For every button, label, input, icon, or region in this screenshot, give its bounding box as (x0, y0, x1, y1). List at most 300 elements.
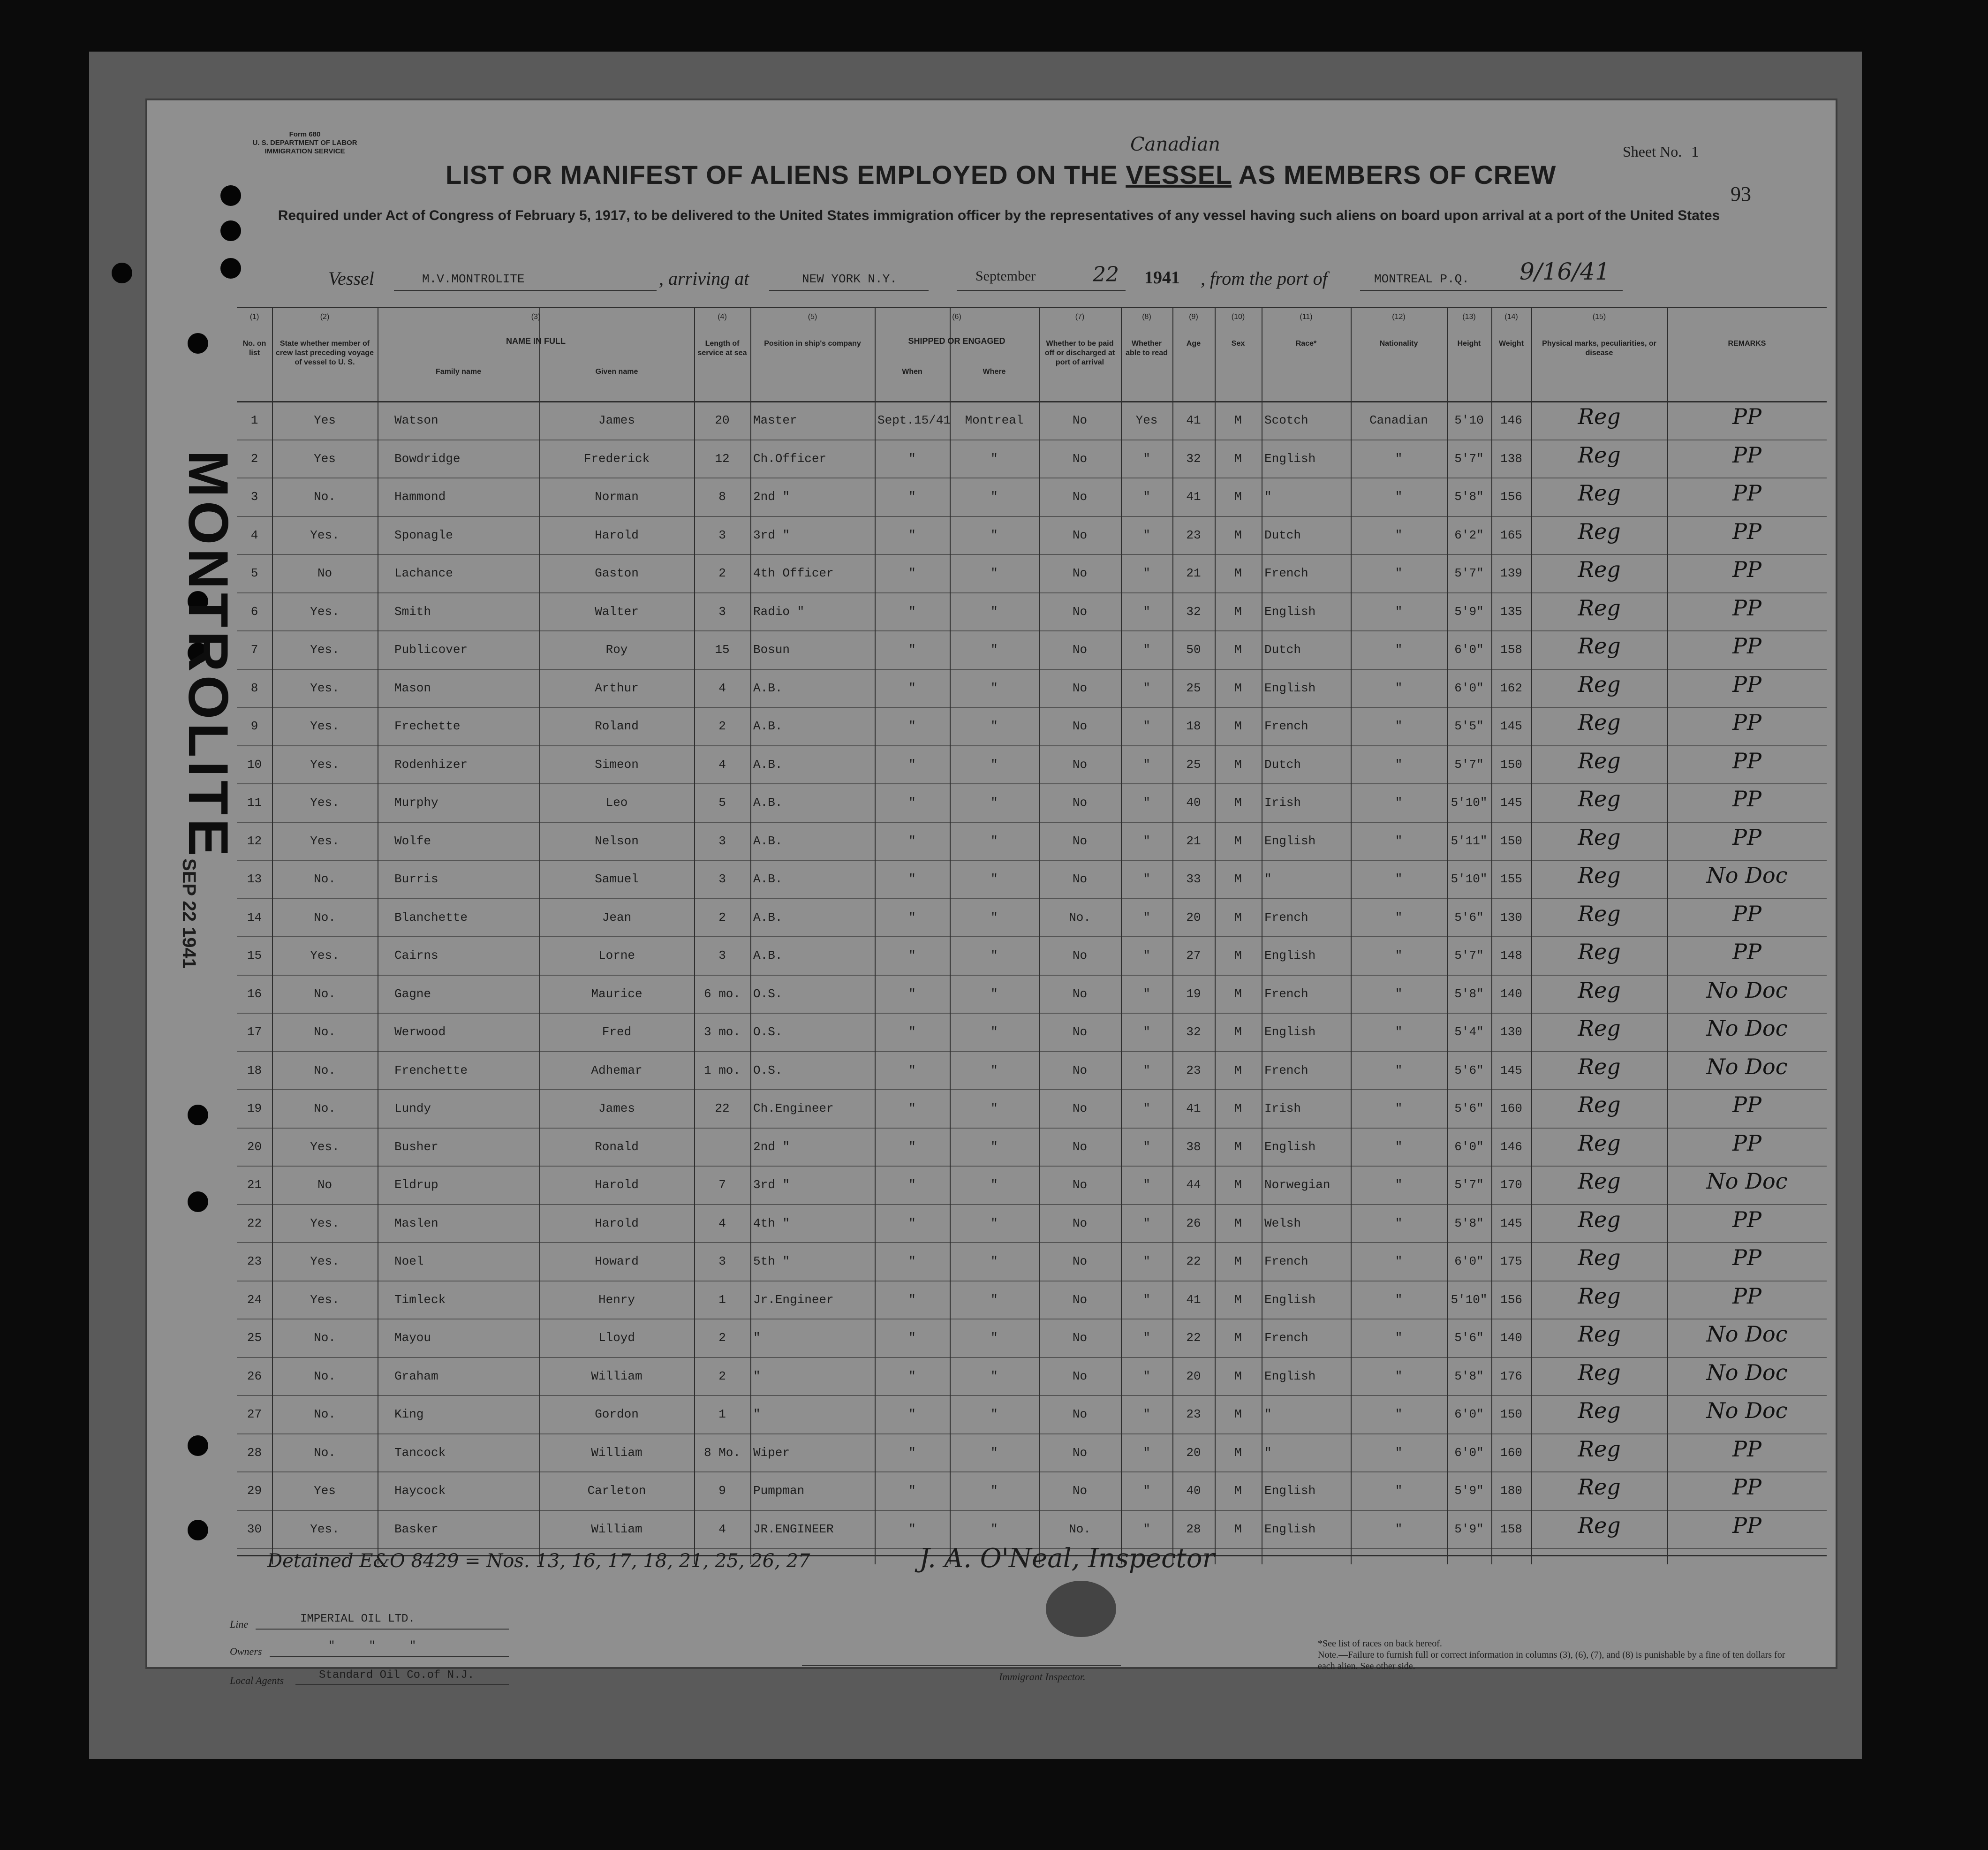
cell-paid: No (1072, 1139, 1088, 1154)
cell-paid: No (1072, 604, 1088, 619)
column-header-race: Race* (1295, 340, 1317, 348)
cell-no: 30 (247, 1522, 262, 1536)
cell-sex: M (1234, 834, 1242, 848)
cell-service: 2 (718, 566, 726, 580)
table-row (237, 1510, 1827, 1548)
cell-age: 50 (1186, 643, 1201, 657)
penalty-note: Note.—Failure to furnish full or correct information in columns (3), (6), (7), and (8) is punishable by a fine of ten dollars for each alien. See other side. (1318, 1650, 1785, 1671)
cell-age: 21 (1186, 566, 1201, 580)
cell-position: 3rd " (753, 528, 790, 542)
cell-read: " (1143, 681, 1150, 695)
cell-where: " (990, 1216, 998, 1230)
cell-given: Lorne (598, 948, 635, 963)
cell-weight: 145 (1500, 719, 1522, 733)
sheet-number (1623, 143, 1699, 160)
cell-where: " (990, 986, 998, 1001)
table-row (237, 975, 1827, 1013)
cell-age: 32 (1186, 1025, 1201, 1039)
table-row (237, 440, 1827, 478)
cell-prev: No. (314, 1369, 336, 1383)
cell-given: Adhemar (591, 1063, 643, 1077)
cell-when: " (908, 719, 916, 733)
races-note: *See list of races on back hereof. (1318, 1638, 1442, 1649)
cell-no: 6 (250, 604, 258, 619)
cell-position: 3rd " (753, 1178, 790, 1192)
cell-given: Lloyd (598, 1331, 635, 1345)
cell-where: " (990, 1522, 998, 1536)
cell-where: " (990, 872, 998, 886)
punch-hole (188, 1191, 208, 1212)
cell-given: Harold (595, 1178, 639, 1192)
table-row (237, 1089, 1827, 1128)
cell-where: " (990, 910, 998, 925)
cell-nationality: " (1395, 1025, 1403, 1039)
cell-age: 41 (1186, 1101, 1201, 1115)
cell-race: French (1264, 1331, 1308, 1345)
cell-no: 4 (250, 528, 258, 542)
cell-paid: No (1072, 1292, 1088, 1307)
cell-service: 20 (715, 413, 730, 427)
column-header-prev: State whether member of crew last preceding voyage of vessel to U. S. (276, 340, 374, 366)
cell-nationality: " (1395, 872, 1403, 886)
cell-remarks: PP (1732, 1245, 1761, 1270)
cell-no: 20 (247, 1139, 262, 1154)
cell-remarks: PP (1732, 1130, 1761, 1156)
cell-weight: 180 (1500, 1484, 1522, 1498)
fingerprint-smudge (1046, 1581, 1116, 1637)
cell-when: " (908, 872, 916, 886)
cell-remarks: PP (1732, 1436, 1761, 1462)
cell-weight: 156 (1500, 1292, 1522, 1307)
cell-remarks: PP (1732, 1092, 1761, 1117)
cell-height: 6'0" (1454, 681, 1484, 695)
cell-given: Walter (595, 604, 639, 619)
cell-race: Welsh (1264, 1216, 1301, 1230)
cell-sex: M (1234, 1331, 1242, 1345)
cell-no: 23 (247, 1254, 262, 1268)
underline (1360, 290, 1623, 291)
cell-remarks: PP (1732, 442, 1761, 468)
name-in-full-header: NAME IN FULL (506, 336, 566, 346)
cell-remarks: No Doc (1706, 1398, 1788, 1423)
cell-given: James (598, 1101, 635, 1115)
cell-weight: 160 (1500, 1445, 1522, 1460)
cell-where: " (990, 1025, 998, 1039)
arrival-month: September (975, 268, 1036, 284)
cell-weight: 146 (1500, 1139, 1522, 1154)
cell-position: Jr.Engineer (753, 1292, 834, 1307)
cell-given: Henry (598, 1292, 635, 1307)
cell-sex: M (1234, 948, 1242, 963)
cell-where: " (990, 1331, 998, 1345)
cell-nationality: " (1395, 1178, 1403, 1192)
cell-when: " (908, 1178, 916, 1192)
cell-paid: No. (1069, 1522, 1091, 1536)
cell-when: " (908, 451, 916, 466)
cell-given: Maurice (591, 986, 643, 1001)
cell-position: A.B. (753, 910, 783, 925)
cell-read: " (1143, 910, 1150, 925)
cell-race: Irish (1264, 796, 1301, 810)
cell-position: A.B. (753, 757, 783, 772)
table-row (237, 516, 1827, 554)
column-header-no: No. on list (242, 340, 266, 357)
cell-weight: 150 (1500, 1407, 1522, 1421)
cell-given: Jean (602, 910, 632, 925)
cell-nationality: " (1395, 1522, 1403, 1536)
cell-given: Simeon (595, 757, 639, 772)
cell-race: English (1264, 681, 1316, 695)
column-number: (14) (1504, 313, 1518, 321)
cell-where: " (990, 1063, 998, 1077)
cell-nationality: " (1395, 910, 1403, 925)
cell-age: 32 (1186, 604, 1201, 619)
cell-weight: 158 (1500, 1522, 1522, 1536)
date-stamp: SEP 22 1941 (179, 858, 199, 969)
cell-race: " (1264, 1445, 1272, 1460)
cell-age: 44 (1186, 1178, 1201, 1192)
cell-given: Gaston (595, 566, 639, 580)
cell-given: Carleton (587, 1484, 646, 1498)
cell-height: 5'6" (1454, 1101, 1484, 1115)
cell-prev: Yes. (310, 1254, 340, 1268)
table-row (237, 1471, 1827, 1510)
cell-family: Bowdridge (394, 451, 461, 466)
table-row (237, 630, 1827, 669)
cell-nationality: " (1395, 1139, 1403, 1154)
cell-nationality: " (1395, 1331, 1403, 1345)
cell-when: " (908, 948, 916, 963)
cell-prev: Yes. (310, 757, 340, 772)
cell-sex: M (1234, 1292, 1242, 1307)
cell-marks: Reg (1578, 824, 1621, 850)
inspector-signature: J. A. O'Neal, Inspector (919, 1543, 1215, 1574)
cell-read: " (1143, 1101, 1150, 1115)
arrival-year: 1941 (1144, 268, 1180, 288)
cell-race: " (1264, 872, 1272, 886)
table-row (237, 1281, 1827, 1319)
cell-paid: No (1072, 1216, 1088, 1230)
department: U. S. DEPARTMENT OF LABOR (252, 139, 357, 147)
cell-given: Gordon (595, 1407, 639, 1421)
cell-sex: M (1234, 1025, 1242, 1039)
vessel-label: Vessel (328, 268, 374, 289)
page-number: 93 (1731, 182, 1751, 205)
cell-when: " (908, 1522, 916, 1536)
cell-marks: Reg (1578, 977, 1621, 1003)
cell-nationality: " (1395, 1369, 1403, 1383)
cell-service: 7 (718, 1178, 726, 1192)
cell-race: English (1264, 1369, 1316, 1383)
cell-paid: No (1072, 1063, 1088, 1077)
table-row (237, 936, 1827, 975)
cell-read: " (1143, 796, 1150, 810)
agents-value: Standard Oil Co.of N.J. (319, 1669, 475, 1682)
cell-nationality: " (1395, 528, 1403, 542)
cell-race: Dutch (1264, 757, 1301, 772)
table-row (237, 1433, 1827, 1472)
cell-prev: No. (314, 1063, 336, 1077)
underline (394, 290, 657, 291)
cell-age: 38 (1186, 1139, 1201, 1154)
cell-paid: No (1072, 1407, 1088, 1421)
cell-height: 5'5" (1454, 719, 1484, 733)
cell-paid: No (1072, 490, 1088, 504)
cell-service: 15 (715, 643, 730, 657)
cell-read: " (1143, 872, 1150, 886)
cell-nationality: Canadian (1369, 413, 1428, 427)
table-row (237, 1051, 1827, 1090)
cell-race: English (1264, 604, 1316, 619)
cell-marks: Reg (1578, 939, 1621, 964)
cell-read: " (1143, 1178, 1150, 1192)
cell-family: Rodenhizer (394, 757, 468, 772)
cell-marks: Reg (1578, 1168, 1621, 1194)
cell-sex: M (1234, 528, 1242, 542)
cell-position: A.B. (753, 834, 783, 848)
cell-position: A.B. (753, 948, 783, 963)
cell-family: Frenchette (394, 1063, 468, 1077)
cell-given: James (598, 413, 635, 427)
cell-race: Norwegian (1264, 1178, 1330, 1192)
cell-where: " (990, 1101, 998, 1115)
cell-prev: No. (314, 1101, 336, 1115)
cell-family: Murphy (394, 796, 438, 810)
cell-race: English (1264, 1522, 1316, 1536)
cell-position: Master (753, 413, 797, 427)
cell-marks: Reg (1578, 863, 1621, 888)
cell-age: 33 (1186, 872, 1201, 886)
cell-service: 2 (718, 910, 726, 925)
title-right: AS MEMBERS OF CREW (1238, 160, 1557, 190)
table-row (237, 478, 1827, 516)
cell-nationality: " (1395, 1484, 1403, 1498)
cell-remarks: PP (1732, 748, 1761, 773)
table-row (237, 1204, 1827, 1243)
cell-weight: 145 (1500, 796, 1522, 810)
cell-position: " (753, 1369, 761, 1383)
cell-sex: M (1234, 796, 1242, 810)
cell-weight: 139 (1500, 566, 1522, 580)
cell-sex: M (1234, 1369, 1242, 1383)
cell-height: 5'9" (1454, 604, 1484, 619)
cell-service: 1 (718, 1292, 726, 1307)
cell-where: " (990, 719, 998, 733)
cell-read: " (1143, 1025, 1150, 1039)
cell-family: Lundy (394, 1101, 431, 1115)
cell-read: " (1143, 719, 1150, 733)
cell-where: " (990, 1139, 998, 1154)
cell-marks: Reg (1578, 786, 1621, 811)
cell-family: Tancock (394, 1445, 446, 1460)
cell-given: William (591, 1369, 643, 1383)
cell-position: " (753, 1407, 761, 1421)
cell-where: " (990, 834, 998, 848)
cell-weight: 158 (1500, 643, 1522, 657)
cell-given: Howard (595, 1254, 639, 1268)
cell-sex: M (1234, 1407, 1242, 1421)
cell-position: Pumpman (753, 1484, 805, 1498)
cell-nationality: " (1395, 1254, 1403, 1268)
cell-position: Bosun (753, 643, 790, 657)
cell-when: " (908, 1369, 916, 1383)
cell-paid: No (1072, 413, 1088, 427)
cell-when: " (908, 910, 916, 925)
cell-when: " (908, 1025, 916, 1039)
cell-race: French (1264, 986, 1308, 1001)
inspector-label: Immigrant Inspector. (999, 1671, 1086, 1683)
cell-family: Mason (394, 681, 431, 695)
cell-where: " (990, 451, 998, 466)
cell-read: " (1143, 1522, 1150, 1536)
cell-remarks: PP (1732, 824, 1761, 850)
cell-given: Harold (595, 1216, 639, 1230)
cell-remarks: PP (1732, 710, 1761, 735)
cell-no: 13 (247, 872, 262, 886)
cell-weight: 135 (1500, 604, 1522, 619)
cell-race: Irish (1264, 1101, 1301, 1115)
cell-service: 3 (718, 528, 726, 542)
cell-where: " (990, 1292, 998, 1307)
cell-remarks: PP (1732, 518, 1761, 544)
cell-race: English (1264, 1139, 1316, 1154)
cell-prev: Yes (314, 451, 336, 466)
cell-position: Ch.Engineer (753, 1101, 834, 1115)
cell-weight: 150 (1500, 834, 1522, 848)
column-number: (11) (1300, 313, 1313, 321)
form-number: Form 680 (289, 130, 321, 138)
cell-nationality: " (1395, 1407, 1403, 1421)
table-row (237, 1128, 1827, 1166)
column-number: (4) (718, 313, 727, 321)
cell-position: O.S. (753, 1063, 783, 1077)
service: IMMIGRATION SERVICE (265, 147, 345, 155)
cell-weight: 170 (1500, 1178, 1522, 1192)
footer-notes (1318, 1638, 1787, 1672)
cell-sex: M (1234, 490, 1242, 504)
cell-read: " (1143, 566, 1150, 580)
cell-paid: No (1072, 566, 1088, 580)
cell-marks: Reg (1578, 1436, 1621, 1462)
cell-paid: No (1072, 986, 1088, 1001)
cell-read: " (1143, 1407, 1150, 1421)
cell-read: " (1143, 528, 1150, 542)
table-row (237, 669, 1827, 707)
punch-hole (220, 220, 241, 241)
cell-nationality: " (1395, 948, 1403, 963)
cell-no: 24 (247, 1292, 262, 1307)
table-row (237, 1013, 1827, 1051)
cell-weight: 156 (1500, 490, 1522, 504)
column-header-family: Family name (436, 368, 481, 376)
detained-note: Detained E&O 8429 = Nos. 13, 16, 17, 18, 21, 25, 26, 27 (267, 1550, 810, 1572)
sheet-label: Sheet No. (1623, 143, 1682, 160)
cell-paid: No (1072, 681, 1088, 695)
cell-no: 14 (247, 910, 262, 925)
cell-read: " (1143, 1369, 1150, 1383)
cell-service: 22 (715, 1101, 730, 1115)
cell-height: 5'8" (1454, 986, 1484, 1001)
cell-read: " (1143, 1254, 1150, 1268)
cell-remarks: PP (1732, 633, 1761, 659)
cell-marks: Reg (1578, 404, 1621, 429)
cell-marks: Reg (1578, 442, 1621, 468)
cell-position: 2nd " (753, 1139, 790, 1154)
cell-age: 25 (1186, 681, 1201, 695)
column-header-remarks: REMARKS (1728, 340, 1766, 348)
cell-family: Eldrup (394, 1178, 438, 1192)
table-row (237, 898, 1827, 937)
cell-nationality: " (1395, 1216, 1403, 1230)
cell-when: " (908, 1101, 916, 1115)
cell-read: " (1143, 986, 1150, 1001)
cell-given: William (591, 1445, 643, 1460)
cell-height: 5'4" (1454, 1025, 1484, 1039)
column-header-given: Given name (595, 368, 638, 376)
column-header-weight: Weight (1498, 340, 1524, 348)
cell-when: " (908, 986, 916, 1001)
cell-no: 3 (250, 490, 258, 504)
cell-paid: No (1072, 796, 1088, 810)
cell-family: Maslen (394, 1216, 438, 1230)
table-row (237, 1319, 1827, 1357)
cell-family: Gagne (394, 986, 431, 1001)
cell-paid: No (1072, 528, 1088, 542)
cell-race: English (1264, 1025, 1316, 1039)
cell-service: 8 (718, 490, 726, 504)
cell-height: 5'10 (1454, 413, 1484, 427)
cell-height: 5'10" (1451, 796, 1488, 810)
cell-sex: M (1234, 566, 1242, 580)
cell-paid: No (1072, 1025, 1088, 1039)
cell-remarks: No Doc (1706, 977, 1788, 1003)
cell-service: 3 (718, 948, 726, 963)
cell-marks: Reg (1578, 1130, 1621, 1156)
cell-remarks: PP (1732, 1512, 1761, 1538)
cell-no: 7 (250, 643, 258, 657)
cell-paid: No (1072, 872, 1088, 886)
cell-no: 8 (250, 681, 258, 695)
cell-weight: 138 (1500, 451, 1522, 466)
cell-race: Scotch (1264, 413, 1308, 427)
column-number: (1) (249, 313, 259, 321)
cell-family: Noel (394, 1254, 424, 1268)
cell-service: 5 (718, 796, 726, 810)
cell-read: " (1143, 1292, 1150, 1307)
cell-no: 16 (247, 986, 262, 1001)
cell-service: 2 (718, 1369, 726, 1383)
owners-value: " " " (328, 1640, 416, 1653)
cell-prev: Yes. (310, 948, 340, 963)
cell-where: " (990, 490, 998, 504)
cell-position: Radio " (753, 604, 805, 619)
punch-hole (188, 1435, 208, 1456)
cell-prev: Yes. (310, 604, 340, 619)
cell-weight: 148 (1500, 948, 1522, 963)
arriving-label: , arriving at (659, 268, 749, 289)
cell-prev: No. (314, 1445, 336, 1460)
cell-nationality: " (1395, 719, 1403, 733)
cell-position: 2nd " (753, 490, 790, 504)
cell-weight: 175 (1500, 1254, 1522, 1268)
cell-read: Yes (1135, 413, 1158, 427)
cell-remarks: PP (1732, 1283, 1761, 1309)
cell-sex: M (1234, 1178, 1242, 1192)
column-header-service: Length of service at sea (697, 340, 747, 357)
cell-marks: Reg (1578, 557, 1621, 582)
cell-marks: Reg (1578, 1092, 1621, 1117)
cell-remarks: PP (1732, 786, 1761, 811)
